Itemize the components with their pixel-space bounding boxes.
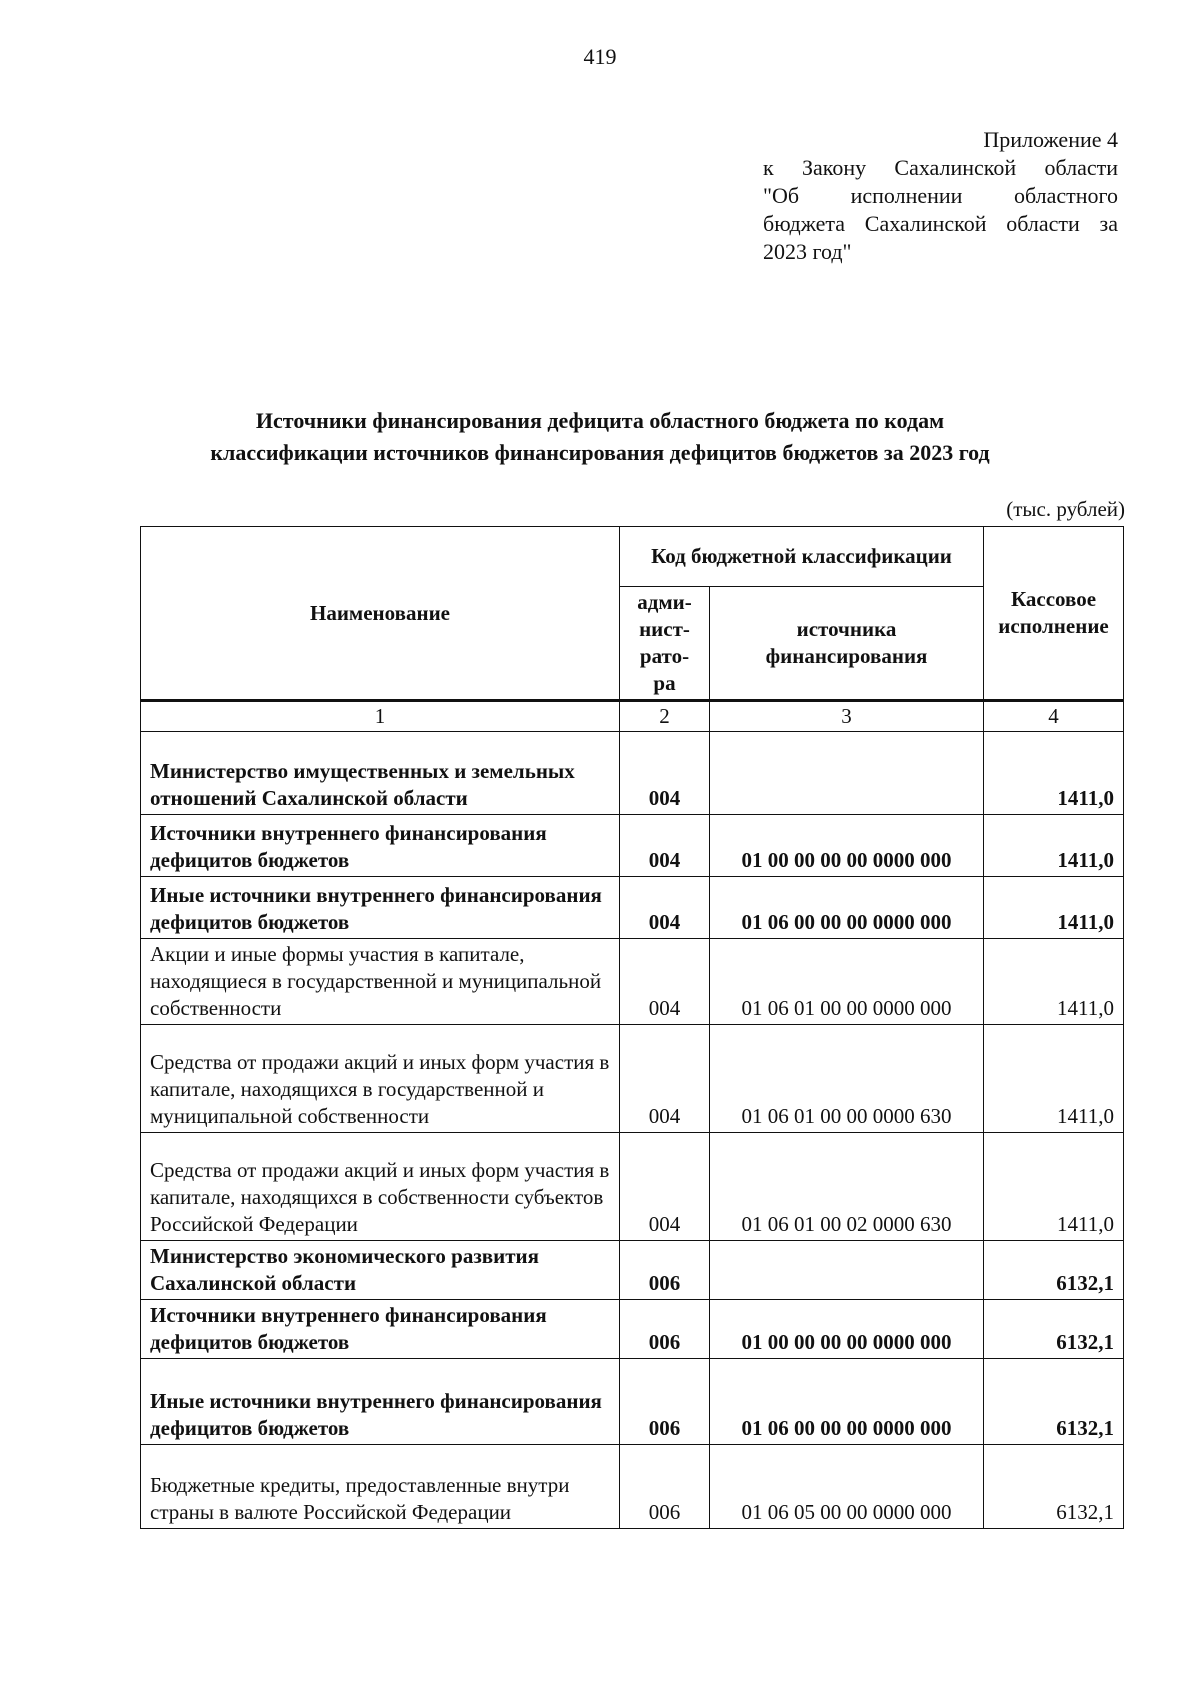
cell-source: 01 06 05 00 00 0000 000 bbox=[710, 1445, 984, 1529]
appendix-line: Приложение 4 bbox=[983, 127, 1118, 152]
cell-amount: 1411,0 bbox=[984, 1133, 1124, 1241]
cell-admin: 006 bbox=[620, 1359, 710, 1445]
table-row bbox=[141, 1445, 1124, 1529]
column-number: 2 bbox=[620, 701, 710, 732]
appendix-line: бюджета Сахалинской области за bbox=[763, 211, 1118, 236]
cell-amount: 6132,1 bbox=[984, 1300, 1124, 1359]
column-number: 4 bbox=[984, 701, 1124, 732]
cell-source: 01 00 00 00 00 0000 000 bbox=[710, 1300, 984, 1359]
appendix-line: 2023 год" bbox=[763, 239, 852, 264]
page-number: 419 bbox=[583, 44, 617, 69]
header-source: источника финансирования bbox=[710, 587, 984, 701]
budget-sources-table bbox=[140, 526, 1124, 1529]
cell-name: Средства от продажи акций и иных форм участия в капитале, находящихся в собственности субъектов Российской Федерации bbox=[141, 1133, 620, 1241]
cell-admin: 006 bbox=[620, 1300, 710, 1359]
cell-admin: 004 bbox=[620, 1025, 710, 1133]
appendix-note bbox=[763, 126, 1118, 266]
cell-admin: 004 bbox=[620, 877, 710, 939]
cell-source bbox=[710, 1241, 984, 1300]
cell-amount: 6132,1 bbox=[984, 1445, 1124, 1529]
cell-amount: 1411,0 bbox=[984, 815, 1124, 877]
cell-source: 01 06 00 00 00 0000 000 bbox=[710, 1359, 984, 1445]
title-line-2: классификации источников финансирования дефицитов бюджетов за 2023 год bbox=[210, 440, 990, 465]
cell-name: Иные источники внутреннего финансирования дефицитов бюджетов bbox=[141, 877, 620, 939]
table-row bbox=[141, 1133, 1124, 1241]
cell-admin: 004 bbox=[620, 732, 710, 815]
cell-amount: 1411,0 bbox=[984, 939, 1124, 1025]
table-row bbox=[141, 939, 1124, 1025]
cell-name: Источники внутреннего финансирования дефицитов бюджетов bbox=[141, 815, 620, 877]
appendix-line: к Закону Сахалинской области bbox=[763, 155, 1118, 180]
cell-name: Министерство имущественных и земельных отношений Сахалинской области bbox=[141, 732, 620, 815]
cell-name: Министерство экономического развития Сахалинской области bbox=[141, 1241, 620, 1300]
column-number: 3 bbox=[710, 701, 984, 732]
cell-source: 01 06 01 00 00 0000 630 bbox=[710, 1025, 984, 1133]
cell-admin: 004 bbox=[620, 939, 710, 1025]
header-code-group: Код бюджетной классификации bbox=[620, 527, 984, 587]
cell-name: Бюджетные кредиты, предоставленные внутри страны в валюте Российской Федерации bbox=[141, 1445, 620, 1529]
cell-name: Иные источники внутреннего финансирования дефицитов бюджетов bbox=[141, 1359, 620, 1445]
cell-admin: 004 bbox=[620, 1133, 710, 1241]
table-row bbox=[141, 732, 1124, 815]
header-name: Наименование bbox=[141, 527, 620, 701]
cell-name: Средства от продажи акций и иных форм участия в капитале, находящихся в государственной и муниципальной собственности bbox=[141, 1025, 620, 1133]
cell-amount: 6132,1 bbox=[984, 1359, 1124, 1445]
cell-source: 01 00 00 00 00 0000 000 bbox=[710, 815, 984, 877]
cell-name: Источники внутреннего финансирования дефицитов бюджетов bbox=[141, 1300, 620, 1359]
table-row bbox=[141, 1025, 1124, 1133]
cell-amount: 1411,0 bbox=[984, 1025, 1124, 1133]
title-line-1: Источники финансирования дефицита областного бюджета по кодам bbox=[255, 408, 945, 433]
cell-source: 01 06 01 00 02 0000 630 bbox=[710, 1133, 984, 1241]
cell-admin: 004 bbox=[620, 815, 710, 877]
table-row bbox=[141, 815, 1124, 877]
cell-name: Акции и иные формы участия в капитале, находящиеся в государственной и муниципальной собственности bbox=[141, 939, 620, 1025]
document-title bbox=[0, 405, 1200, 469]
cell-amount: 6132,1 bbox=[984, 1241, 1124, 1300]
cell-source: 01 06 00 00 00 0000 000 bbox=[710, 877, 984, 939]
cell-admin: 006 bbox=[620, 1445, 710, 1529]
table-row bbox=[141, 1300, 1124, 1359]
table-row bbox=[141, 877, 1124, 939]
header-admin: адми-нист-рато-ра bbox=[620, 587, 710, 701]
table-row bbox=[141, 1359, 1124, 1445]
cell-source bbox=[710, 732, 984, 815]
cell-amount: 1411,0 bbox=[984, 732, 1124, 815]
appendix-line: "Об исполнении областного bbox=[763, 183, 1118, 208]
cell-amount: 1411,0 bbox=[984, 877, 1124, 939]
units-label: (тыс. рублей) bbox=[1006, 497, 1125, 521]
header-amount: Кассовое исполнение bbox=[984, 527, 1124, 701]
column-numbers-row bbox=[141, 701, 1124, 732]
table-row bbox=[141, 1241, 1124, 1300]
cell-source: 01 06 01 00 00 0000 000 bbox=[710, 939, 984, 1025]
column-number: 1 bbox=[141, 701, 620, 732]
cell-admin: 006 bbox=[620, 1241, 710, 1300]
